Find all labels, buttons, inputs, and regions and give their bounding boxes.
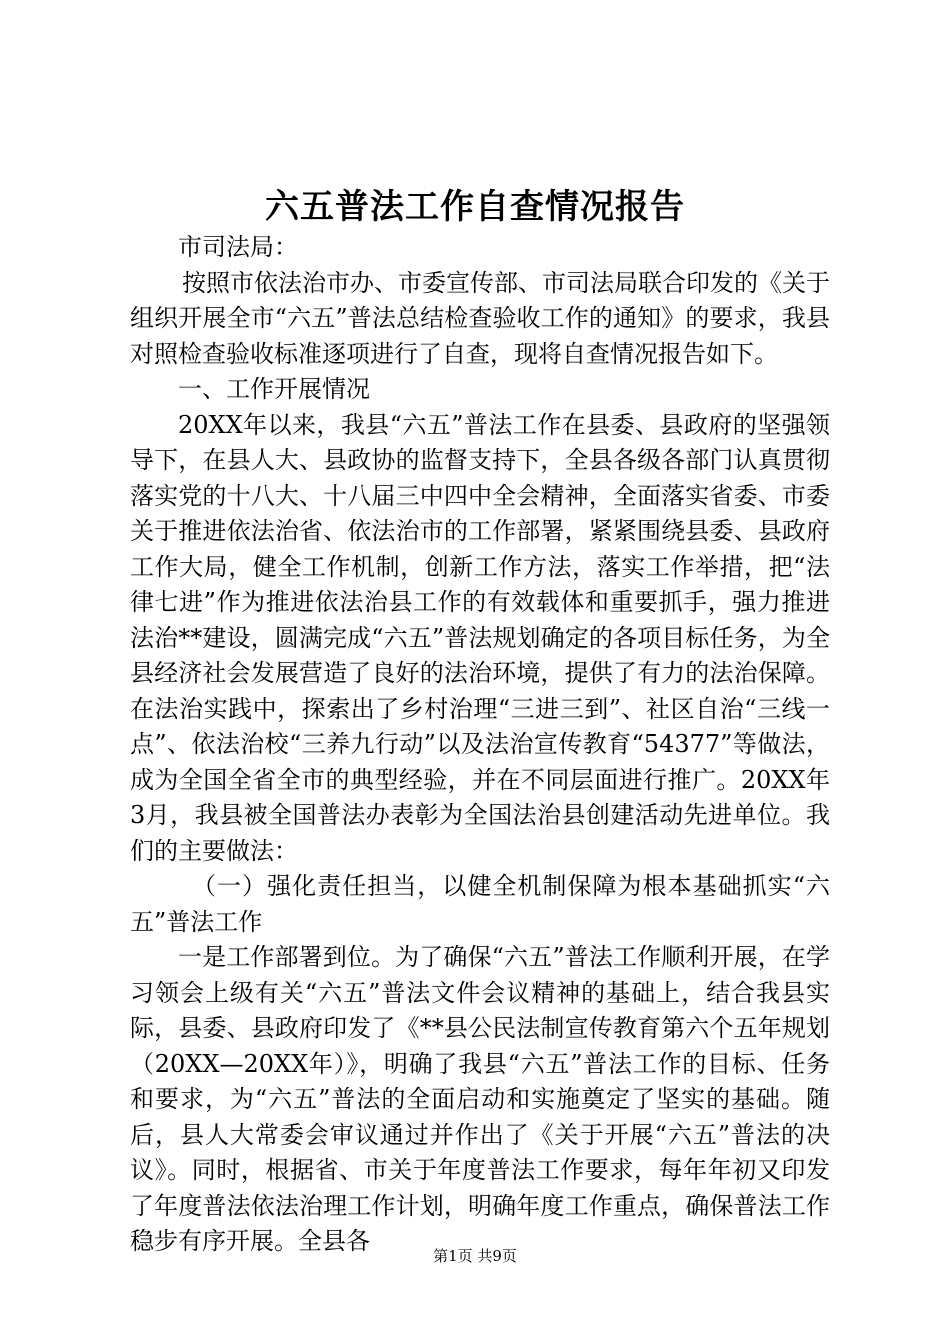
page-indicator: 第1页 共9页 — [433, 1247, 517, 1265]
paragraph-deployment: 一是工作部署到位。为了确保“六五”普法工作顺利开展，在学习领会上级有关“六五”普法文件会议精神的基础上，结合我县实际，县委、县政府印发了《**县公民法制宣传教育第六个五年规划（20XX—20XX年）》，明确了我县“六五”普法工作的目标、任务和要求，为“六五”普法的全面启动和实施奠定了坚实的基础。随后，县人大常委会审议通过并作出了《关于开展“六五”普法的决议》。同时，根据省、市关于年度普法工作要求，每年年初又印发了年度普法依法治理工作计划，明确年度工作重点，确保普法工作稳步有序开展。全县各 — [130, 943, 830, 1255]
paragraph-intro: 按照市依法治市办、市委宣传部、市司法局联合印发的《关于组织开展全市“六五”普法总结检查验收工作的通知》的要求，我县对照检查验收标准逐项进行了自查，现将自查情况报告如下。 — [130, 268, 830, 368]
salutation: 市司法局： — [178, 233, 298, 261]
document-title: 六五普法工作自查情况报告 — [265, 187, 685, 227]
section-heading-1: 一、工作开展情况 — [178, 375, 370, 403]
document-body — [130, 230, 830, 1260]
paragraph-overview: 20XX年以来，我县“六五”普法工作在县委、县政府的坚强领导下，在县人大、县政协的监督支持下，全县各级各部门认真贯彻落实党的十八大、十八届三中四中全会精神，全面落实省委、市委关于推进依法治省、依法治市的工作部署，紧紧围绕县委、县政府工作大局，健全工作机制，创新工作方法，落实工作举措，把“法律七进”作为推进依法治县工作的有效载体和重要抓手，强力推进法治**建设，圆满完成“六五”普法规划确定的各项目标任务，为全县经济社会发展营造了良好的法治环境，提供了有力的法治保障。在法治实践中，探索出了乡村治理“三进三到”、社区自治“三线一点”、依法治校“三养九行动”以及法治宣传教育“54377”等做法，成为全国全省全市的典型经验，并在不同层面进行推广。20XX年3月，我县被全国普法办表彰为全国法治县创建活动先进单位。我们的主要做法： — [130, 410, 830, 865]
subsection-heading-1: （一）强化责任担当，以健全机制保障为根本基础抓实“六五”普法工作 — [130, 872, 830, 936]
